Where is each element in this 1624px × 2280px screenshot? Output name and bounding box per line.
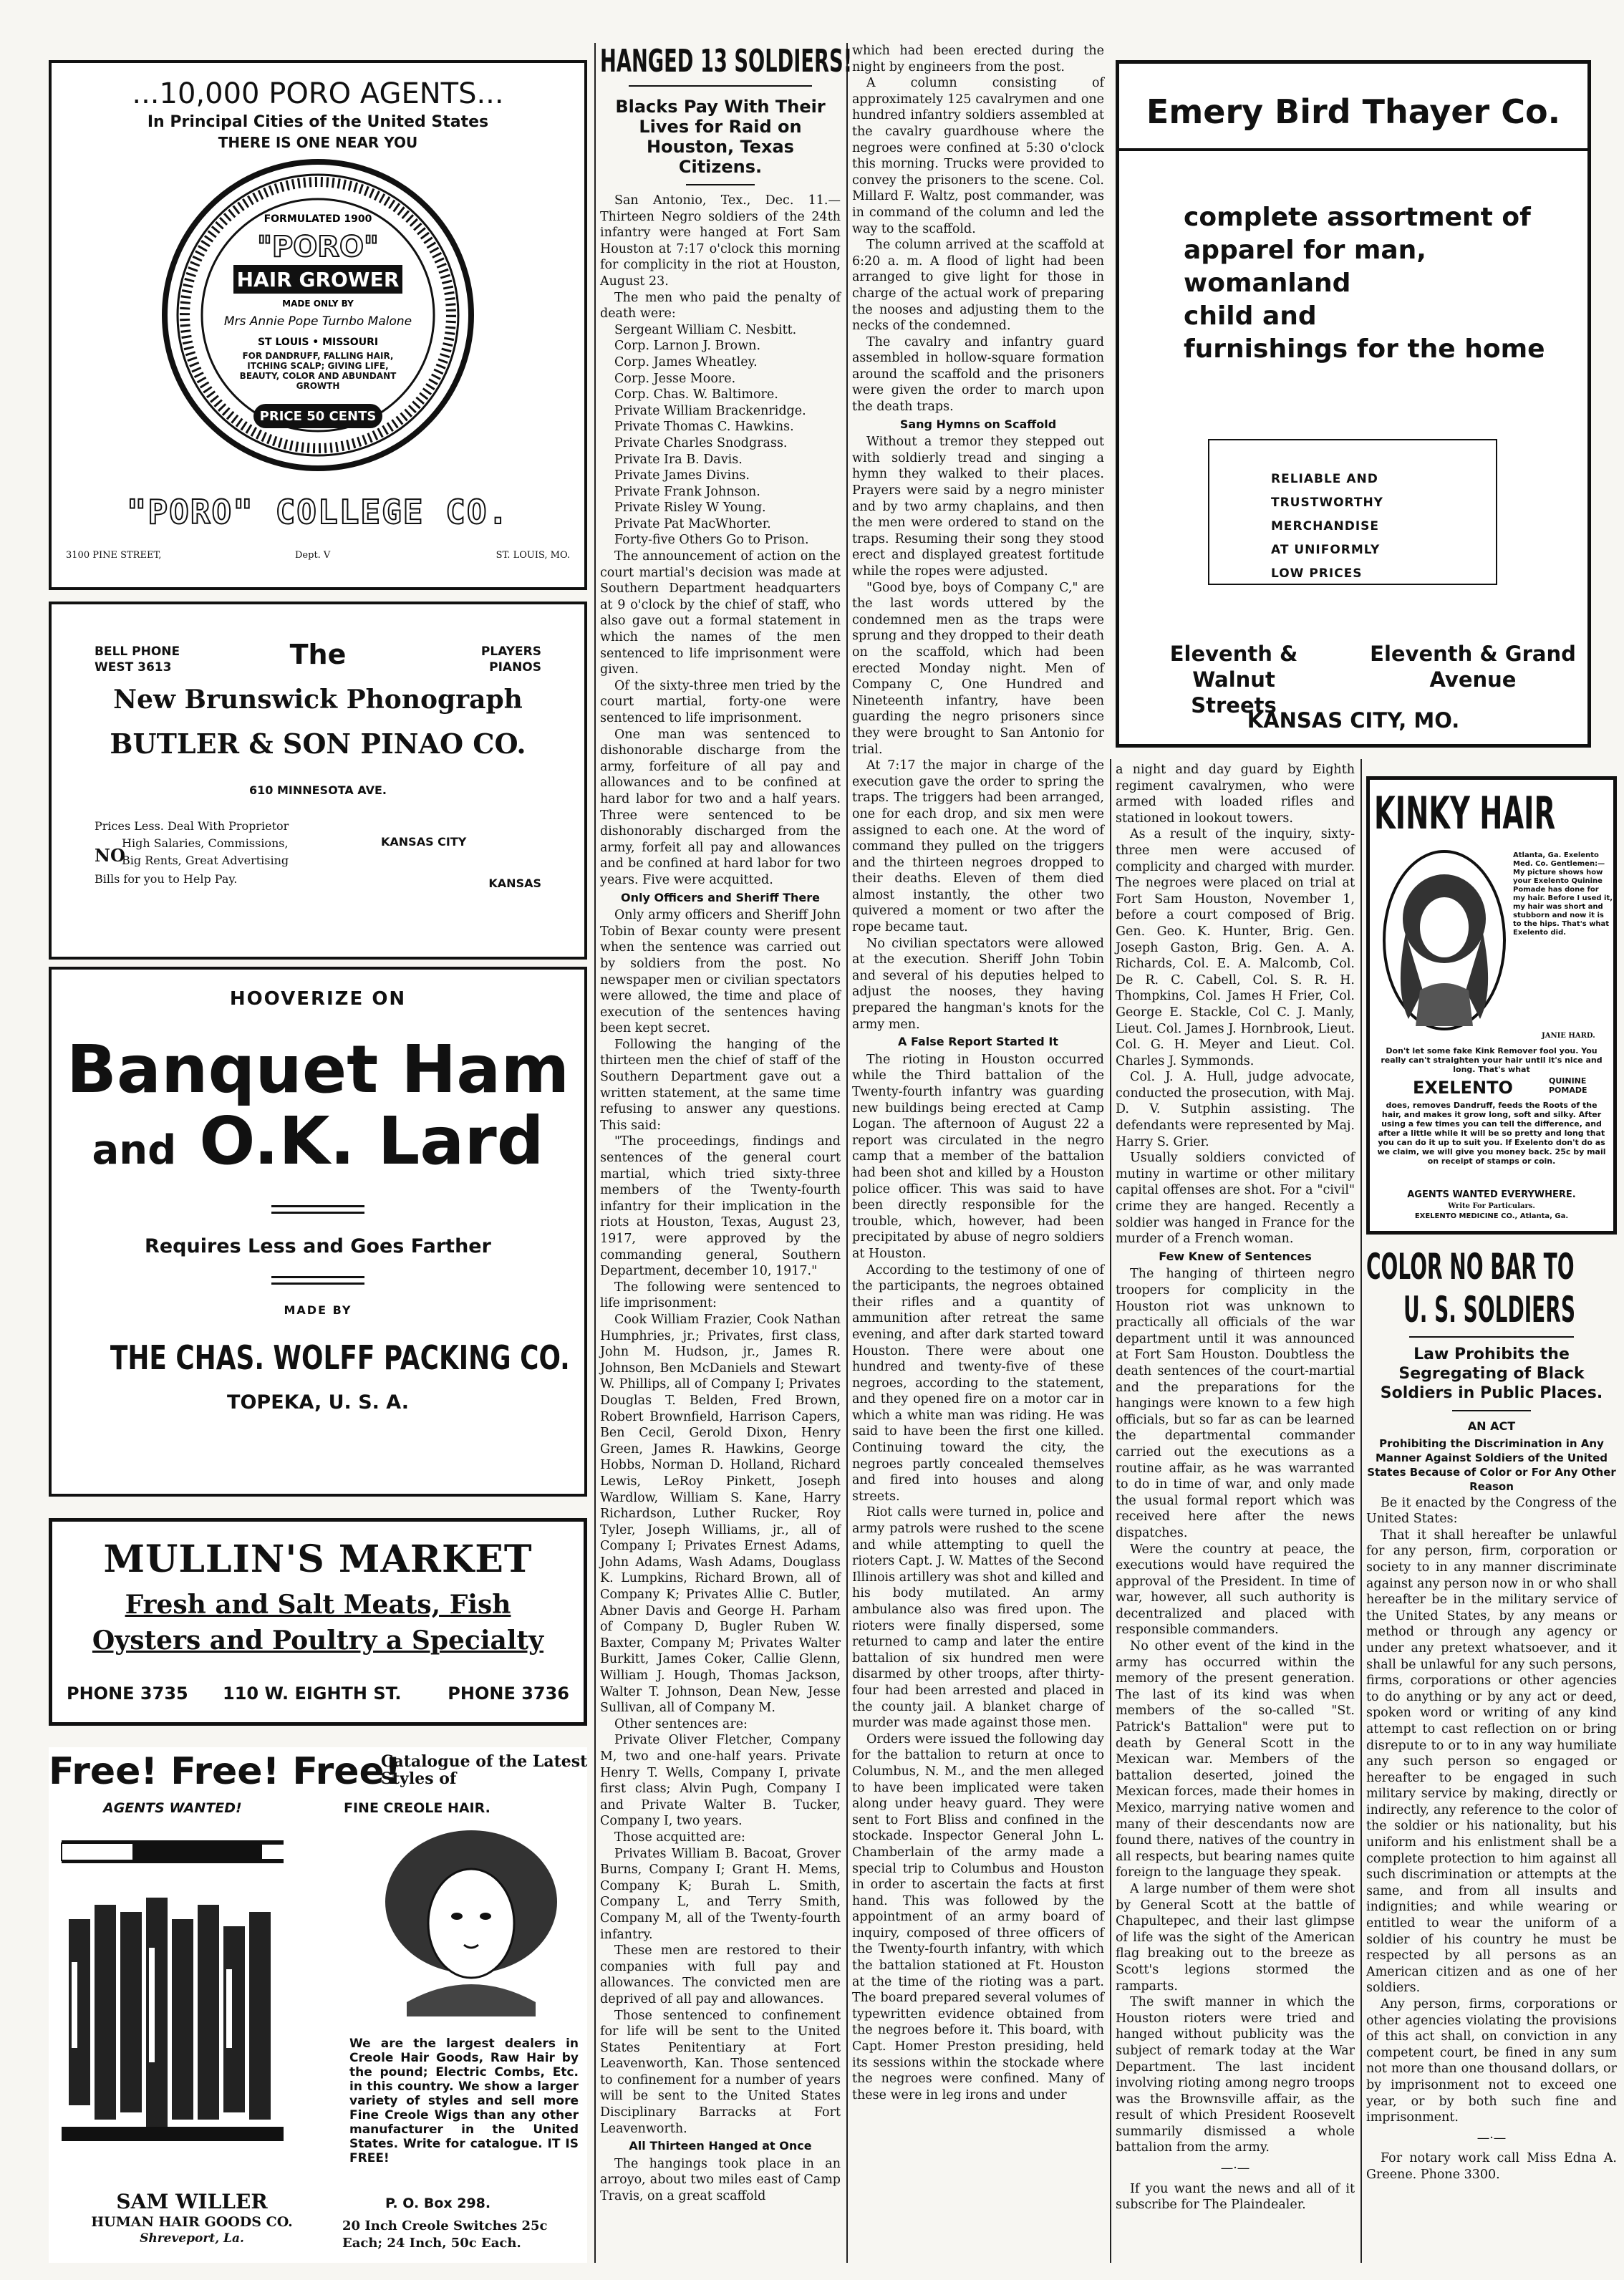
- paragraph: Other sentences are:: [614, 1716, 748, 1731]
- paragraph: "The proceedings, findings and sentences of the general court martial, which tried sixty-three members of the Twenty-fourth infantry for their implication in the riots at Houston, Texas, August 23, 1917, were approved by the commanding general, Southern Department, december 10, 1917.": [600, 1134, 841, 1279]
- paragraph: The following were sentenced to life imprisonment:: [600, 1280, 841, 1311]
- ham-requires: Requires Less and Goes Farther: [145, 1235, 491, 1257]
- poro-seal-icon: [160, 158, 475, 473]
- subhead: Sang Hymns on Scaffold: [899, 417, 1057, 431]
- poro-dept: Dept. V: [295, 550, 331, 561]
- paragraph: The rioting in Houston occurred while the Third battalion of the Twenty-fourth infantry was guarding new buildings being erected at Camp Logan. The afternoon of August 22 a report was circulated in the negro camp that a member of the battalion had been shot and killed by a Houston police officer. This was said to have been directly responsible for the trouble, which, however, had been precipitated by abuse of negro soldiers at Houston.: [852, 1052, 1104, 1261]
- mullin-line1: Fresh and Salt Meats, Fish: [125, 1590, 511, 1620]
- kinky-write: Write For Particulars.: [1448, 1202, 1535, 1210]
- list-item: Private Thomas C. Hawkins.: [614, 420, 794, 435]
- willer-name: SAM WILLER: [116, 2190, 268, 2213]
- color-no-bar-article: COLOR NO BAR TO U. S. SOLDIERS Law Prohibits the Segregating of Black Soldiers in Public Places. AN ACT Prohibiting the Discrimination in Any Manner Against Soldiers of the United States Because of Color or For Any Other Reason Be it enacted by the Congress of the United States: That it shall hereafter be unlawful for any person, firm, corporation or society to in any manner discriminate against any person now in or who shall hereafter be in the military service of the United States, by any means or method or through any agency or under any pretext whatsoever, and it shall be unlawful for any such persons, firms, corporations or other agencies to do anything or by any act or deed, spoken word or writing of any kind attempt to cast reflection on or bring disrepute to or to in any way humiliate any such person so engaged or hereafter to be engaged in such military service by making, directly or indirectly, any reference to the color of the soldier or his nationality, but his uniform and his enlistment shall be a complete protection to him against all such discrimination or attempts at the same, and from all insults and indignities; and while wearing or entitled to wear the uniform of a soldier of his country he must be respected by all persons as an American citizen and as one of her soldiers. Any person, firms, corporations or other agencies violating the provisions of this act shall, on conviction in any competent court, be fined in any sum not more than one thousand dollars, or by imprisonment not to exceed one year, or by both such fine and imprisonment. —·— For notary work call Miss Edna A. Greene. Phone 3300.: [1366, 1246, 1617, 2182]
- mullin-line2: Oysters and Poultry a Specialty: [92, 1626, 544, 1656]
- subhead: All Thirteen Hanged at Once: [629, 2139, 812, 2153]
- colorbar-deck: Law Prohibits the Segregating of Black Soldiers in Public Places.: [1380, 1346, 1603, 1402]
- willer-creole: FINE CREOLE HAIR.: [344, 1800, 490, 1816]
- phono-address: 610 MINNESOTA AVE.: [249, 783, 387, 797]
- emery-location2b: Avenue: [1429, 667, 1517, 692]
- emery-box-line: TRUSTWORTHY MERCHANDISE: [1271, 496, 1383, 533]
- willer-catalogue: Catalogue of the Latest Styles of: [381, 1752, 588, 1788]
- seal-price: PRICE 50 CENTS: [259, 409, 377, 424]
- seal-formulated: FORMULATED 1900: [264, 213, 372, 225]
- phonograph-ad: [49, 602, 587, 960]
- seal-grower: HAIR GROWER: [236, 268, 400, 291]
- willer-firm: HUMAN HAIR GOODS CO.: [91, 2214, 293, 2230]
- paragraph: San Antonio, Tex., Dec. 11.—Thirteen Negro soldiers of the 24th infantry were hanged at Fort Sam Houston at 7:17 o'clock this morning for complicity in the riot at Houston, August 23.: [600, 193, 841, 289]
- willer-free: Free! Free! Free!: [49, 1750, 402, 1793]
- phono-players: PLAYERS: [480, 644, 541, 659]
- paragraph: Following the hanging of the thirteen men the chief of staff of the Southern Department gave out a written statement, at the same time refusing to answer any questions. This said:: [600, 1037, 841, 1133]
- column-rule: [1360, 759, 1362, 2263]
- kinky-hair-ad: [1366, 776, 1617, 1235]
- paragraph: No civilian spectators were allowed at the execution. Sheriff John Tobin and several of his deputies helped to adjust the nooses, they having prepared the hangman's knots for the army men.: [852, 936, 1104, 1032]
- phono-west: WEST 3613: [95, 660, 172, 675]
- act-title: Prohibiting the Discrimination in Any Manner Against Soldiers of the United States Because of Color or For Any Other Reason: [1367, 1436, 1616, 1493]
- paragraph: Of the sixty-three men tried by the court martial, forty-one were sentenced to life imprisonment.: [600, 678, 841, 725]
- seal-cities: ST LOUIS • MISSOURI: [257, 337, 379, 348]
- paragraph: Those acquitted are:: [614, 1830, 745, 1845]
- paragraph: Orders were issued the following day for the battalion to return at once to Columbus, N. M., and the men alleged to have been implicated were taken along under heavy guard. They were sent to Fort Bliss and confined in the stockade. Inspector General John L. Chamberlain of the army made a special trip to Columbus and Houston in order to ascertain the facts at first hand. This was followed by the appointment of an army board of inquiry, composed of three officers of the Twenty-fourth infantry, with which the battalion stationed at Ft. Houston at the time of the rioting was a part. The board prepared several volumes of typewritten evidence obtained from the negroes before it. This board, with Capt. Homer Preston presiding, held its sessions within the stockade where the negroes were confined. Many of these were in leg irons and under: [852, 1731, 1104, 2102]
- wolff-ad: [49, 967, 587, 1497]
- kinky-exelento: EXELENTO: [1413, 1078, 1513, 1098]
- emery-city: KANSAS CITY, MO.: [1247, 708, 1460, 733]
- phono-no: NO: [95, 845, 125, 866]
- paragraph: The cavalry and infantry guard assembled in hollow-square formation around the scaffold and the prisoners were given the order to march upon the death traps.: [852, 334, 1104, 415]
- condemned-list: [600, 322, 841, 533]
- woman-portrait-icon: [1380, 847, 1509, 1033]
- ham-company: THE CHAS. WOLFF PACKING CO.: [110, 1338, 570, 1377]
- paragraph: The hanging of thirteen negro troopers for complicity in the Houston riot was unknown to practically all officials of the war department until it was announced at Fort Sam Houston. Doubtless the death sentences of the court-martial and the preparations for the hangings were known to a few high officials, but so far as can be learned the departmental commander carried out the executions as a routine affair, as he was warranted to do in time of war, and only made the usual formal report which was received here after the news dispatches.: [1116, 1267, 1355, 1540]
- column-rule: [594, 43, 596, 2263]
- willer-switches2: Each; 24 Inch, 50c Each.: [342, 2236, 521, 2251]
- willer-city: Shreveport, La.: [140, 2231, 244, 2246]
- ham-hooverize: HOOVERIZE ON: [229, 988, 407, 1010]
- willer-box: P. O. Box 298.: [385, 2196, 491, 2211]
- phono-pianos: PIANOS: [489, 660, 541, 675]
- ham-city: TOPEKA, U. S. A.: [227, 1391, 409, 1414]
- subhead: Only Officers and Sheriff There: [620, 890, 821, 904]
- emery-box-line: AT UNIFORMLY: [1271, 543, 1381, 557]
- list-item: Private Pat MacWhorter.: [614, 516, 771, 531]
- willer-agents: AGENTS WANTED!: [103, 1800, 242, 1816]
- poro-subhead: In Principal Cities of the United States: [147, 113, 489, 131]
- paragraph: These men are restored to their companies with full pay and allowances. The convicted men are deprived of all pay and allowances.: [600, 1943, 841, 2006]
- paragraph: That it shall hereafter be unlawful for any person, firm, corporation or society to in any manner discriminate against any person now in or who shall hereafter be in the military service of the United States, by any means or method or through any agency or under any pretext whatsoever, and it shall be unlawful for any such persons, firms, corporations or other agencies to do anything or by any act or deed, spoken word or writing of any kind attempt to cast reflection on or bring disrepute to or to in any way humiliate any such person so engaged or hereafter to be engaged in such military service by making, directly or indirectly, any reference to the color of the soldier or his nationality, but his uniform and his enlistment shall be a complete protection to him against all such discrimination or attempts at the same, and from all insults and indignities; and while wearing or entitled to wear the uniform of a soldier of his country he must be respected by all persons as an American citizen and as one of her soldiers.: [1366, 1527, 1617, 1996]
- kinky-pomade: POMADE: [1549, 1086, 1587, 1095]
- paragraph: Private Oliver Fletcher, Company M, two and one-half years. Private Henry T. Wells, Company I, private first class; Alvin Pugh, Company I and Private Walter B. Tucker, Company I, two years.: [600, 1733, 841, 1829]
- emery-box-line: LOW PRICES: [1271, 566, 1363, 581]
- emery-location1b: Streets: [1191, 693, 1277, 718]
- ham-line2: O.K. Lard: [199, 1103, 544, 1179]
- mullin-phone2: PHONE 3736: [448, 1684, 569, 1704]
- phono-title: New Brunswick Phonograph: [113, 685, 523, 715]
- paragraph: Only army officers and Sheriff John Tobin of Bexar county were present when the sentence was carried out by soldiers from the post. No newspaper men or civilian spectators were allowed, the time and place of execution of the sentences having been kept secret.: [600, 908, 841, 1036]
- woman-portrait-icon: [364, 1823, 579, 2016]
- phono-company: BUTLER & SON PINAO CO.: [110, 728, 526, 760]
- seal-maker: Mrs Annie Pope Turnbo Malone: [223, 314, 412, 329]
- paragraph: Were the country at peace, the executions would have required the approval of the President. In time of war, however, all such authority is decentralized and placed with responsible commanders.: [1116, 1542, 1355, 1638]
- paragraph: Be it enacted by the Congress of the United States:: [1366, 1495, 1617, 1527]
- list-item: Private James Divins.: [614, 468, 750, 483]
- hanged-article-continued: [852, 43, 1104, 2103]
- hanged-deck: Blacks Pay With Their Lives for Raid on Houston, Texas Citizens.: [615, 97, 826, 177]
- list-item: Private Charles Snodgrass.: [614, 435, 788, 450]
- colorbar-head1: COLOR NO BAR TO: [1366, 1246, 1575, 1288]
- paragraph: Cook William Frazier, Cook Nathan Humphries, jr.; Privates, first class, John M. Hudson, jr., James R. Johnson, Ben McDaniels and Stewart W. Phillips, all of Company I; Privates Douglas T. Belden, Fred Brown, Robert Brownfield, Harrison Capers, Ben Cecil, Gerold Dixon, Henry Green, James R. Hawkins, George Hobbs, Norman D. Holland, Richard Lewis, LeRoy Pinkett, Joseph Wardlow, William S. Kane, Harry Richardson, Luther Rucker, Roy Tyler, Joseph Williams, jr., all of Company I; Privates Ernest Adams, John Adams, Wash Adams, Douglass K. Lumpkins, Richard Brown, all of Company K; Privates Allie C. Butler, Abner Davis and George H. Parham of Company D, Bugler Ruben W. Baxter, Company M; Privates Walter Burkitt, James Coker, Callie Glenn, William J. Hough, Thomas Jackson, Walter T. Johnson, Dean New, Jesse Sullivan, all of Company M.: [600, 1312, 841, 1716]
- paragraph: A large number of them were shot by General Scott at the battle of Chapultepec, and their last glimpse of life was the sight of the American flag breaking out to the breeze as Scott's legions stormed the ramparts.: [1116, 1881, 1355, 1994]
- phono-kc: KANSAS CITY: [381, 835, 467, 849]
- willer-description: We are the largest dealers in Creole Hair Goods, Raw Hair by the pound; Electric Combs, Etc. in this country. We show a larger variety of styles and sell more Fine Creole Wigs than any other manufacturer in the United States. Write for catalogue. IT IS FREE!: [349, 2037, 579, 2165]
- poro-headline: ...10,000 PORO AGENTS...: [132, 77, 504, 110]
- poro-ad: [49, 60, 587, 590]
- kinky-quinine: QUININE: [1549, 1076, 1587, 1086]
- hanged-headline: HANGED 13 SOLDIERS!: [600, 43, 853, 79]
- list-item: Private William Brackenridge.: [614, 403, 806, 418]
- mullin-title: MULLIN'S MARKET: [103, 1537, 533, 1581]
- emery-box: [1208, 439, 1497, 585]
- comb-icon: [54, 1830, 298, 1880]
- willer-switches1: 20 Inch Creole Switches 25c: [342, 2218, 548, 2233]
- paragraph: The hangings took place in an arroyo, about two miles east of Camp Travis, on a great scaffold: [600, 2156, 841, 2204]
- list-item: Sergeant William C. Nesbitt.: [614, 322, 797, 337]
- ham-and: and: [92, 1127, 177, 1174]
- hanged-article-continued-2: a night and day guard by Eighth regiment cavalrymen, who were armed with loaded rifles and stationed in lookout towers. As a result of the inquiry, sixty-three men were accused of complicity and charged with murder. The negroes were placed on trial at Fort Sam Houston, November 1, before a court composed of Brig. Gen. Geo. K. Hunter, Brig. Gen. Joseph Gaston, Brig. Gen. A. A. Richards, Col. E. A. Malcomb, Col. De R. C. Cabell, Col. S. R. H. Thompkins, Col. James H Frier, Col. George E. Stackle, Col C. J. Manly, Lieut. Col. James J. Hornbrook, Lieut. Col. G. H. Meyer and Lieut. Col. Charles J. Symmonds. Col. J. A. Hull, judge advocate, conducted the prosecution, with Maj. D. V. Sutphin assisting. The defendants were represented by Maj. Harry S. Grier. Usually soldiers convicted of mutiny in wartime or other military capital offenses are shot. For a "civil" crime they are hanged. Recently a soldier was hanged in France for the murder of a French woman. Few Knew of Sentences The hanging of thirteen negro troopers for complicity in the Houston riot was unknown to practically all officials of the war department until it was announced at Fort Sam Houston. Doubtless the death sentences of the court-martial and the preparations for the hangings were known to a few high officials, but so far as can be learned the departmental commander carried out the executions as a routine affair, as he was warranted to do in time of war, and only made the usual formal report which was received here after the news dispatches. Were the country at peace, the executions would have required the approval of the President. In time of war, however, all such authority is decentralized and placed with responsible commanders. No other event of the kind in the army has occurred within the memory of the present generation. The last of its kind was when members of the so-called "St. Patrick's Battalion" were put to death by General Scott in the Mexican war. Members of the battalion deserted, joined the Mexican forces, made their homes in Mexico, marrying native women and many of their descendants now are found there, natives of the country in all respects, but bearing names quite foreign to the language they speak. A large number of them were shot by General Scott at the battle of Chapultepec, and their last glimpse of life was the sight of the American flag breaking out to the breeze as Scott's legions stormed the ramparts. The swift manner in which the Houston rioters were tried and hanged without publicity was the subject of remark today at the War Department. The last incident involving rioting among negro troops was the Brownsville affair, as the result of which President Roosevelt summarily dismissed a whole battalion from the army. —·— If you want the news and all of it subscribe for The Plaindealer.: [1116, 763, 1355, 2213]
- paragraph: According to the testimony of one of the participants, the negroes obtained their rifles and a quantity of ammunition after retreat the same evening, and after dark started toward Houston. There were about one hundred and twenty-five of these negroes, according to the statement, and they opened fire on a motor car in which a white man was riding. He was said to have been the first one killed. Continuing toward the city, the negroes partly concealed themselves and fired into houses and along streets.: [852, 1262, 1104, 1504]
- kinky-testimonial: Atlanta, Ga. Exelento Med. Co. Gentlemen:— My picture shows how your Exelento Quinine Pomade has done for my hair. Before I used it, my hair was short and stubborn and now it is to the hips. That's what Exelento did.: [1513, 851, 1613, 937]
- emery-location2: Eleventh & Grand: [1370, 642, 1576, 666]
- list-item: Corp. Chas. W. Baltimore.: [614, 387, 778, 402]
- kinky-dont: Don't let some fake Kink Remover fool you. You really can't straighten your hair until it's nice and long. That's what: [1381, 1046, 1603, 1074]
- paragraph: a night and day guard by Eighth regiment cavalrymen, who were armed with loaded rifles and stationed in lookout towers.: [1116, 763, 1355, 826]
- kinky-description: does, removes Dandruff, feeds the Roots of the hair, and makes it grow long, soft and silky. After using a few times you can tell the difference, and after a little while it will be so pretty and long that you can do it up to suit you. If Exelento don't do as we claim, we will give you money back. 25c by mail on receipt of stamps or coin.: [1377, 1101, 1606, 1166]
- kinky-agents: AGENTS WANTED EVERYWHERE.: [1407, 1189, 1576, 1200]
- kinky-title: KINKY HAIR: [1374, 787, 1556, 839]
- seal-uses: FOR DANDRUFF, FALLING HAIR, ITCHING SCALP; GIVING LIFE, BEAUTY, COLOR AND ABUNDANT GROWTH: [239, 351, 397, 391]
- phono-line1: Prices Less. Deal With Proprietor: [95, 819, 289, 833]
- notary-note: For notary work call Miss Edna A. Greene. Phone 3300.: [1366, 2151, 1617, 2182]
- emery-name: Emery Bird Thayer Co.: [1146, 92, 1561, 131]
- paragraph: One man was sentenced to dishonorable discharge from the army, forfeiture of all pay and allowances and to be confined at hard labor for two and a half years. Three were sentenced to be dishonorably discharged from the army, forfeit all pay and allowances and be confined at hard labor for two years. Five were acquitted.: [600, 727, 841, 887]
- paragraph: At 7:17 the major in charge of the execution gave the order to spring the traps. The triggers had been arranged, one for each drop, and six men were assigned to each one. At the word of command they pulled on the triggers and the thirteen negroes dropped to their deaths. Eleven of them died almost instantly, the other two quivered a moment or two after the rope became taut.: [852, 758, 1104, 935]
- list-item: Corp. Larnon J. Brown.: [614, 339, 761, 354]
- paragraph: which had been erected during the night by engineers from the post.: [852, 44, 1104, 74]
- column-rule: [1110, 759, 1111, 2263]
- subhead: AN ACT: [1467, 1419, 1516, 1433]
- paragraph: Those sentenced to confinement for life will be sent to the United States Penitentiary at Fort Leavenworth, Kan. Those sentenced to confinement for a number of years will be sent to the United States Disciplinary Barracks at Fort Leavenworth.: [600, 2008, 841, 2136]
- paragraph: Usually soldiers convicted of mutiny in wartime or other military capital offenses are shot. For a "civil" crime they are hanged. Recently a soldier was hanged in France for the murder of a French woman.: [1116, 1151, 1355, 1247]
- emery-location1: Eleventh & Walnut: [1169, 642, 1298, 692]
- list-item: Corp. Jesse Moore.: [614, 371, 736, 386]
- phono-line4: Bills for you to Help Pay.: [95, 872, 238, 886]
- seal-made: MADE ONLY BY: [282, 299, 354, 309]
- mullin-phone1: PHONE 3735: [67, 1684, 188, 1704]
- poro-city: ST. LOUIS, MO.: [496, 550, 570, 561]
- kinky-company: EXELENTO MEDICINE CO., Atlanta, Ga.: [1414, 1212, 1569, 1220]
- poro-street: 3100 PINE STREET,: [66, 550, 162, 561]
- ham-divider: [271, 1205, 364, 1214]
- newspaper-page: [21, 43, 1617, 2263]
- subhead: A False Report Started It: [898, 1035, 1058, 1049]
- paragraph: No other event of the kind in the army has occurred within the memory of the present generation. The last of its kind was when members of the so-called "St. Patrick's Battalion" were put to death by General Scott in the Mexican war. Members of the battalion deserted, joined the Mexican forces, made their homes in Mexico, marrying native women and many of their descendants now are found there, natives of the country in all respects, but bearing names quite foreign to the language they speak.: [1116, 1639, 1355, 1880]
- poro-college: "PORO" COLLEGE CO.: [126, 493, 510, 531]
- paragraph: The swift manner in which the Houston rioters were tried and hanged without publicity was the subject of remark today at the War Department. The last incident involving rioting among negro troops was the Brownsville affair, as the result of which President Roosevelt summarily dismissed a whole battalion from the army.: [1116, 1995, 1355, 2155]
- paragraph: The men who paid the penalty of death were:: [600, 290, 841, 322]
- list-item: Corp. James Wheatley.: [614, 354, 758, 369]
- emery-box-line: RELIABLE AND: [1271, 472, 1378, 486]
- ham-madeby: MADE BY: [284, 1303, 352, 1317]
- paragraph: Riot calls were turned in, police and army patrols were rushed to the scene and while attempting to quell the rioters Capt. J. W. Mattes of the Second Illinois artillery was shot and killed and his body mutilated. An army ambulance also was fired upon. The rioters were finally dispersed, some returned to camp and later the entire battalion of six hundred men were disarmed by other troops, after thirty-four had been arrested and placed in the county jail. A blanket charge of murder was made against those men.: [852, 1505, 1104, 1731]
- paragraph: The column arrived at the scaffold at 6:20 a. m. A flood of light had been arranged to give light for those in charge of the actual work of preparing the nooses and adjusting them to the necks of the condemned.: [852, 238, 1104, 334]
- emery-line2: apparel for man, womanland: [1184, 236, 1426, 298]
- poro-near: THERE IS ONE NEAR YOU: [218, 134, 418, 151]
- hanged-article: [600, 43, 853, 2205]
- paragraph: A column consisting of approximately 125 cavalrymen and one hundred infantry soldiers assembled at the cavalry guardhouse where the negroes were confined at 5:30 o'clock this morning. Trucks were provided to convey the prisoners to the scene. Col. Millard F. Waltz, post commander, was in command of the column and led the way to the scaffold.: [852, 76, 1104, 236]
- kinky-sign: JANIE HARD.: [1542, 1032, 1595, 1040]
- phono-ks: KANSAS: [488, 876, 541, 890]
- column-rule: [846, 43, 848, 2263]
- subhead: Few Knew of Sentences: [1159, 1249, 1312, 1263]
- phono-bell: BELL PHONE: [95, 644, 180, 659]
- list-item: Private Ira B. Davis.: [614, 452, 743, 467]
- seal-poro: "PORO": [257, 231, 379, 264]
- colorbar-head2: U. S. SOLDIERS: [1403, 1289, 1576, 1330]
- mullin-address: 110 W. EIGHTH ST.: [223, 1684, 402, 1704]
- ham-line1: Banquet Ham: [66, 1031, 570, 1108]
- phono-line3: Big Rents, Great Advertising: [122, 854, 289, 867]
- paragraph: As a result of the inquiry, sixty-three men were accused of complicity and charged with murder. The negroes were placed on trial at Fort Sam Houston, November 1, before a court composed of Brig. Gen. Geo. K. Hunter, Brig. Gen. Joseph Gaston, Brig. Gen. A. A. Richards, Col. E. A. Malcomb, Col. De R. C. Cabell, Col. S. R. H. Thompkins, Col. James H Frier, Col. George E. Stackle, Col C. J. Manly, Lieut. Col. James J. Hornbrook, Lieut. Col. G. H. Meyer and Lieut. Col. Charles J. Symmonds.: [1116, 827, 1355, 1068]
- willer-ad: [49, 1747, 587, 2263]
- emery-line4: furnishings for the home: [1184, 334, 1545, 364]
- paragraph: Any person, firms, corporations or other agencies violating the provisions of this act shall, on conviction in any competent court, be fined in any sum not more than one thousand dollars, or by imprisonment not to exceed one year, or by both such fine and imprisonment.: [1366, 1997, 1617, 2125]
- paragraph: The announcement of action on the court martial's decision was made at Southern Department headquarters at 9 o'clock by the chief of staff, who also gave out a formal statement in which the names of the men sentenced to life imprisonment were given.: [600, 549, 841, 677]
- list-item: Private Risley W Young.: [614, 501, 766, 516]
- phono-line2: High Salaries, Commissions,: [122, 836, 289, 850]
- subhead: Forty-five Others Go to Prison.: [614, 533, 809, 548]
- mullin-ad: [49, 1518, 587, 1726]
- emery-line1: complete assortment of: [1184, 203, 1531, 232]
- hanged-body: [600, 193, 841, 2205]
- paragraph: "Good bye, boys of Company C," are the last words uttered by the condemned men as the traps were sprung and they dropped to their death on the scaffold, which had been erected Monday night. Men of Company C, One Hundred and Nineteenth infantry, have been guarding the negro prisoners since they were brought to San Antonio for trial.: [852, 580, 1104, 757]
- ham-divider-2: [271, 1276, 364, 1285]
- list-item: Private Frank Johnson.: [614, 484, 760, 499]
- paragraph: Col. J. A. Hull, judge advocate, conducted the prosecution, with Maj. D. V. Sutphin assisting. The defendants were represented by Maj. Harry S. Grier.: [1116, 1070, 1355, 1149]
- paragraph: Without a tremor they stepped out with soldierly tread and singing a hymn they walked to their places. Prayers were said by a negro minister and by two army chaplains, and then the men were ordered to stand on the traps. Resuming their song they stood erect and displayed greatest fortitude while the ropes were adjusted.: [852, 435, 1104, 579]
- hair-display-icon: [54, 1890, 312, 2163]
- phono-the: The: [289, 639, 347, 670]
- emery-bird-thayer-ad: [1116, 60, 1591, 748]
- subscribe-note: If you want the news and all of it subscribe for The Plaindealer.: [1116, 2181, 1355, 2213]
- emery-line3: child and: [1184, 301, 1317, 331]
- paragraph: Privates William B. Bacoat, Grover Burns, Company I; Grant H. Mems, Company K; Burah L. Smith, Company L, and Terry Smith, Company M, all of the Twenty-fourth infantry.: [600, 1846, 841, 1942]
